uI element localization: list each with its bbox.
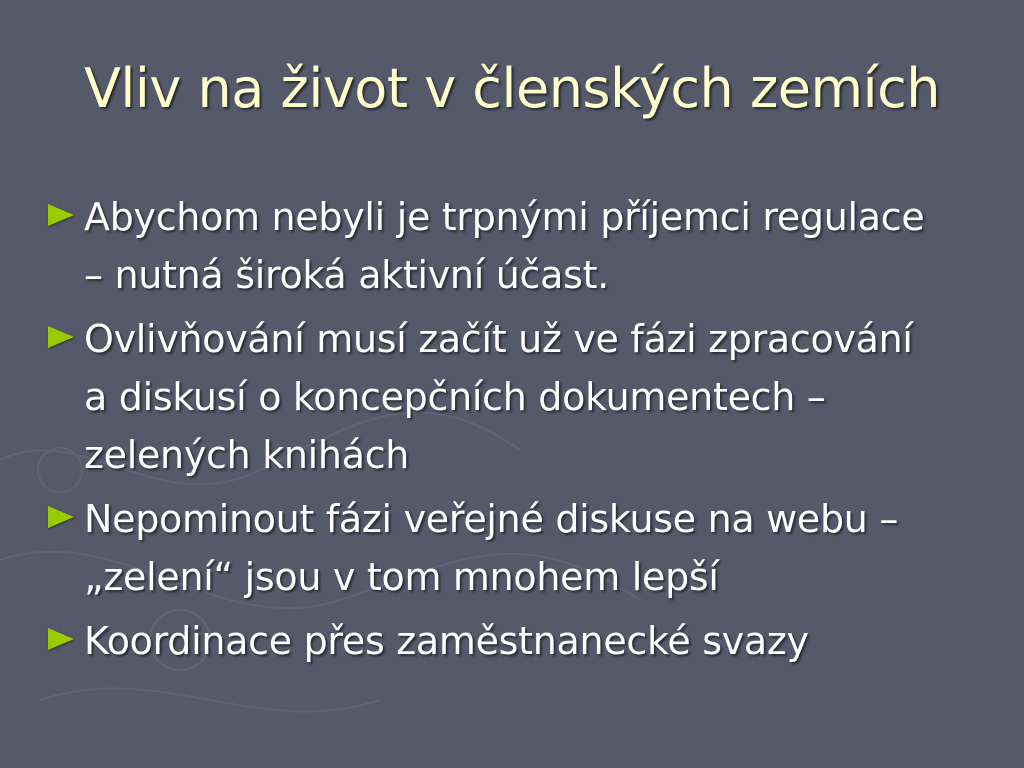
bullet-item xyxy=(44,490,994,606)
right-triangle-icon xyxy=(48,326,74,348)
bullet-line: – nutná široká aktivní účast. xyxy=(84,253,609,297)
bullet-item xyxy=(44,612,994,670)
right-triangle-icon xyxy=(48,204,74,226)
bullet-line: Ovlivňování musí začít už ve fázi zpracování xyxy=(84,317,913,361)
bullet-line: „zelení“ jsou v tom mnohem lepší xyxy=(84,555,719,599)
right-triangle-icon xyxy=(48,628,74,650)
slide-title: Vliv na život v členských zemích xyxy=(83,57,941,120)
bullet-item xyxy=(44,188,994,304)
bullet-line: Koordinace přes zaměstnanecké svazy xyxy=(84,619,809,663)
bullet-line: Nepominout fázi veřejné diskuse na webu – xyxy=(84,497,899,541)
bullet-list xyxy=(44,188,994,676)
bullet-line: zelených knihách xyxy=(84,433,410,477)
bullet-line: Abychom nebyli je trpnými příjemci regulace xyxy=(84,195,925,239)
right-triangle-icon xyxy=(48,506,74,528)
bullet-item xyxy=(44,310,994,484)
bullet-line: a diskusí o koncepčních dokumentech – xyxy=(84,375,826,419)
